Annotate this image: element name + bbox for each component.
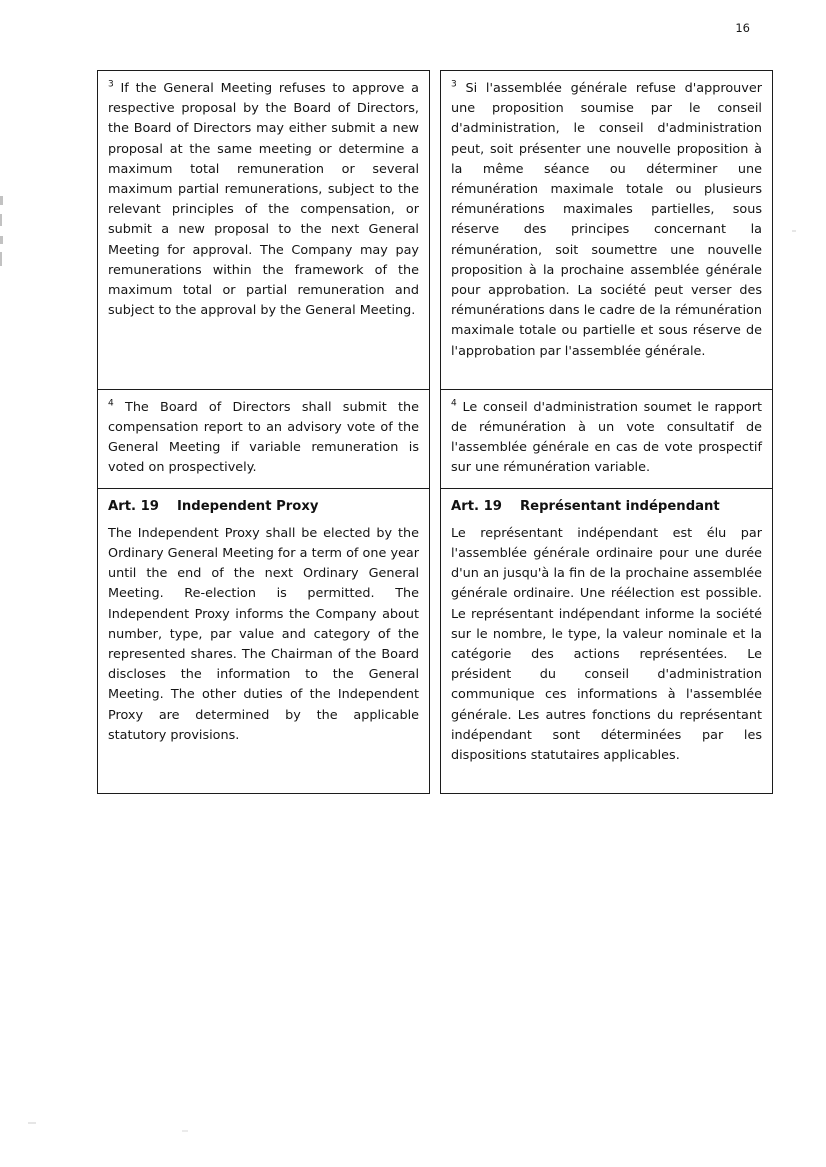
cell-en-clause4 (97, 389, 430, 490)
scan-artifact (0, 252, 2, 266)
clause-text (108, 79, 419, 321)
article-title: Independent Proxy (176, 498, 319, 514)
french-column (440, 70, 773, 794)
footnote-marker: 3 (451, 79, 457, 90)
article-number: Art. 19 (108, 498, 159, 514)
clause-body: If the General Meeting refuses to approve a respective proposal by the Board of Directors, the Board of Directors may either submit a new proposal at the same meeting or determine a maximum total remuneration or several maximum partial remunerations, subject to the relevant principles of the compensation, or submit a new proposal to the next General Meeting for approval. The Company may pay remunerations within the framework of the maximum total or partial remuneration and subject to the approval by the General Meeting. (108, 81, 419, 319)
scan-artifact (28, 1122, 36, 1124)
page-number: 16 (735, 21, 750, 35)
clause-text (451, 79, 762, 362)
footnote-marker: 4 (108, 398, 114, 409)
clause-text (451, 398, 762, 479)
scan-artifact (0, 236, 3, 244)
clause-text (108, 398, 419, 479)
scan-artifact (0, 214, 2, 226)
bilingual-table (97, 70, 773, 794)
article-heading (451, 499, 762, 514)
clause-body: Le conseil d'administration soumet le rapport de rémunération à un vote consultatif de l'assemblée générale en cas de vote prospectif sur une rémunération variable. (451, 399, 763, 476)
clause-body: The Board of Directors shall submit the compensation report to an advisory vote of the General Meeting if variable remuneration is voted on prospectively. (108, 399, 419, 476)
article-body: Le représentant indépendant est élu par l'assemblée générale ordinaire pour une durée d'un an jusqu'à la fin de la prochaine assemblée générale ordinaire. Une réélection est possible. Le représentant indépendant informe la société sur le nombre, le type, la valeur nominale et la catégorie des actions représentées. Le président du conseil d'administration communique ces informations à l'assemblée générale. Les autres fonctions du représentant indépendant sont déterminées par les dispositions statutaires applicables. (451, 525, 762, 764)
article-title: Représentant indépendant (519, 498, 720, 514)
article-heading (108, 499, 419, 514)
cell-fr-article19 (440, 488, 773, 794)
cell-fr-clause4 (440, 389, 773, 490)
scan-artifact (792, 230, 796, 232)
article-number: Art. 19 (451, 498, 502, 514)
footnote-marker: 3 (108, 79, 114, 90)
scan-artifact (182, 1130, 188, 1132)
article-body: The Independent Proxy shall be elected by the Ordinary General Meeting for a term of one year until the end of the next Ordinary General Meeting. Re-election is permitted. The Independent Proxy informs the Company about number, type, par value and category of the represented shares. The Chairman of the Board discloses the information to the General Meeting. The other duties of the Independent Proxy are determined by the applicable statutory provisions. (108, 525, 419, 743)
cell-en-article19 (97, 488, 430, 794)
clause-body: Si l'assemblée générale refuse d'approuver une proposition soumise par le conseil d'administration, le conseil d'administration peut, soit présenter une nouvelle proposition à la même séance ou déterminer une rémunération maximale totale ou plusieurs rémunérations maximales partielles, sous réserve des principes concernant la rémunération, soit soumettre une nouvelle proposition à la prochaine assemblée générale pour approbation. La société peut verser des rémunérations dans le cadre de la rémunération maximale totale ou partielle et sous réserve de l'approbation par l'assemblée générale. (451, 81, 762, 359)
footnote-marker: 4 (451, 398, 457, 409)
scan-artifact (0, 196, 3, 205)
cell-en-clause3 (97, 70, 430, 390)
english-column (97, 70, 430, 794)
cell-fr-clause3 (440, 70, 773, 390)
